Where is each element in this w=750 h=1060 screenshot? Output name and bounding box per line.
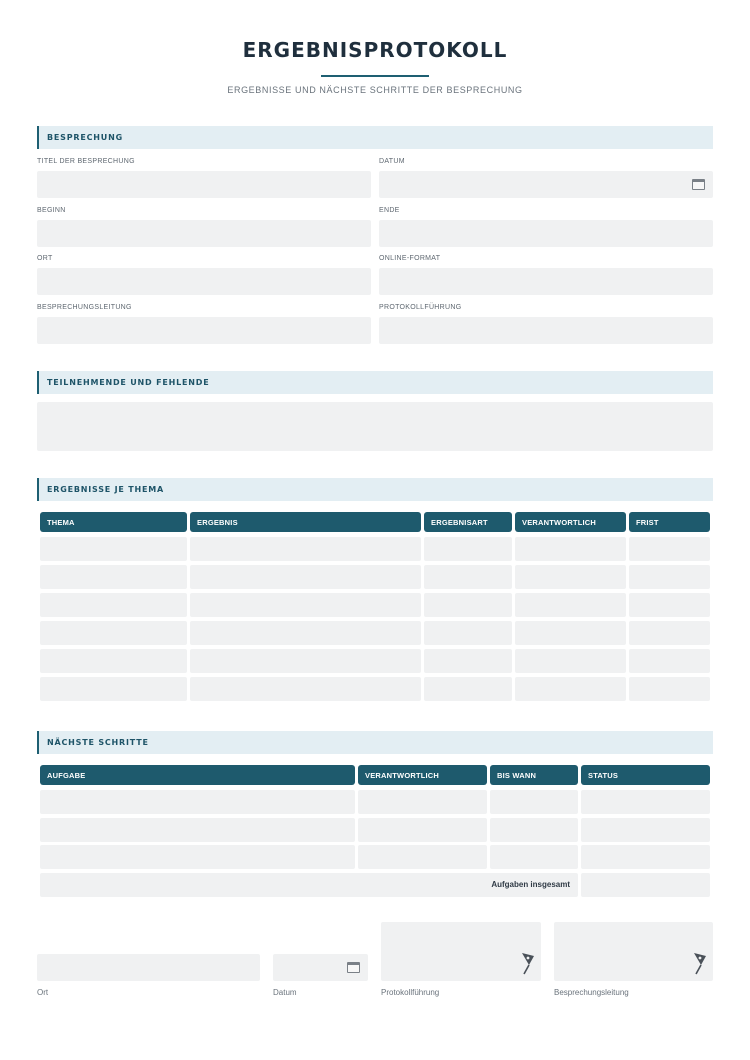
next-steps-cell[interactable] — [581, 818, 710, 842]
next-steps-cell[interactable] — [40, 845, 355, 869]
start-field[interactable] — [37, 220, 371, 247]
results-cell[interactable] — [190, 593, 421, 617]
results-cell[interactable] — [515, 565, 626, 589]
next-steps-cell[interactable] — [358, 845, 487, 869]
results-cell[interactable] — [424, 649, 512, 673]
results-cell[interactable] — [515, 537, 626, 561]
results-cell[interactable] — [40, 593, 187, 617]
meeting-lead-signature[interactable] — [554, 922, 713, 981]
results-table — [0, 512, 750, 702]
online-format-label: ONLINE-FORMAT — [379, 255, 441, 262]
results-cell[interactable] — [629, 649, 710, 673]
section-heading-results — [37, 478, 713, 501]
results-cell[interactable] — [190, 649, 421, 673]
results-cell[interactable] — [40, 677, 187, 701]
minutes-taker-caption: Protokollführung — [381, 988, 440, 997]
total-tasks-field[interactable] — [581, 873, 710, 897]
results-col-responsible: VERANTWORTLICH — [515, 512, 626, 532]
results-cell[interactable] — [190, 621, 421, 645]
results-cell[interactable] — [515, 621, 626, 645]
results-cell[interactable] — [424, 565, 512, 589]
total-tasks-label: Aufgaben insgesamt — [491, 880, 570, 889]
calendar-icon[interactable] — [347, 962, 360, 973]
results-col-topic: THEMA — [40, 512, 187, 532]
sign-date-caption: Datum — [273, 988, 297, 997]
meeting-title-label: TITEL DER BESPRECHUNG — [37, 158, 135, 165]
meeting-lead-field[interactable] — [37, 317, 371, 344]
results-cell[interactable] — [515, 677, 626, 701]
pen-icon — [521, 951, 535, 975]
pen-icon — [693, 951, 707, 975]
next-steps-cell[interactable] — [490, 790, 578, 814]
place-field[interactable] — [37, 954, 260, 981]
results-cell[interactable] — [190, 537, 421, 561]
page-title: ERGEBNISPROTOKOLL — [242, 38, 508, 62]
section-heading-results-label: ERGEBNISSE JE THEMA — [47, 485, 165, 494]
total-tasks-row — [40, 873, 578, 897]
results-cell[interactable] — [424, 677, 512, 701]
meeting-title-field[interactable] — [37, 171, 371, 198]
section-heading-meeting-label: BESPRECHUNG — [47, 133, 123, 142]
date-label: DATUM — [379, 158, 405, 165]
location-label: ORT — [37, 255, 53, 262]
next-steps-cell[interactable] — [581, 845, 710, 869]
section-heading-meeting — [37, 126, 713, 149]
results-cell[interactable] — [424, 621, 512, 645]
results-cell[interactable] — [629, 565, 710, 589]
steps-col-task: AUFGABE — [40, 765, 355, 785]
results-cell[interactable] — [190, 565, 421, 589]
next-steps-cell[interactable] — [581, 790, 710, 814]
results-cell[interactable] — [190, 677, 421, 701]
results-col-type: ERGEBNISART — [424, 512, 512, 532]
results-cell[interactable] — [629, 621, 710, 645]
next-steps-cell[interactable] — [358, 790, 487, 814]
next-steps-cell[interactable] — [40, 790, 355, 814]
minutes-taker-field[interactable] — [379, 317, 713, 344]
online-format-field[interactable] — [379, 268, 713, 295]
participants-field[interactable] — [37, 402, 713, 451]
steps-col-responsible: VERANTWORTLICH — [358, 765, 487, 785]
meeting-lead-caption: Besprechungsleitung — [554, 988, 629, 997]
end-field[interactable] — [379, 220, 713, 247]
start-label: BEGINN — [37, 207, 66, 214]
next-steps-cell[interactable] — [40, 818, 355, 842]
next-steps-cell[interactable] — [490, 818, 578, 842]
minutes-taker-signature[interactable] — [381, 922, 541, 981]
minutes-taker-label: PROTOKOLLFÜHRUNG — [379, 304, 462, 311]
results-cell[interactable] — [40, 621, 187, 645]
page-subtitle: ERGEBNISSE UND NÄCHSTE SCHRITTE DER BESPRECHUNG — [227, 85, 523, 95]
steps-col-status: STATUS — [581, 765, 710, 785]
next-steps-cell[interactable] — [490, 845, 578, 869]
results-cell[interactable] — [424, 593, 512, 617]
section-heading-next-steps — [37, 731, 713, 754]
results-cell[interactable] — [515, 649, 626, 673]
title-underline — [321, 75, 429, 77]
results-col-result: ERGEBNIS — [190, 512, 421, 532]
end-label: ENDE — [379, 207, 400, 214]
sign-date-field[interactable] — [273, 954, 368, 981]
results-cell[interactable] — [40, 537, 187, 561]
meeting-lead-label: BESPRECHUNGSLEITUNG — [37, 304, 132, 311]
section-heading-participants — [37, 371, 713, 394]
results-cell[interactable] — [424, 537, 512, 561]
place-caption: Ort — [37, 988, 49, 997]
next-steps-table — [0, 765, 750, 900]
results-cell[interactable] — [40, 565, 187, 589]
location-field[interactable] — [37, 268, 371, 295]
results-col-deadline: FRIST — [629, 512, 710, 532]
results-cell[interactable] — [629, 537, 710, 561]
results-cell[interactable] — [40, 649, 187, 673]
next-steps-cell[interactable] — [358, 818, 487, 842]
section-heading-participants-label: TEILNEHMENDE UND FEHLENDE — [47, 378, 210, 387]
results-cell[interactable] — [629, 677, 710, 701]
results-cell[interactable] — [629, 593, 710, 617]
section-heading-next-steps-label: NÄCHSTE SCHRITTE — [47, 738, 149, 747]
date-field[interactable] — [379, 171, 713, 198]
steps-col-due: BIS WANN — [490, 765, 578, 785]
results-cell[interactable] — [515, 593, 626, 617]
calendar-icon[interactable] — [692, 179, 705, 190]
